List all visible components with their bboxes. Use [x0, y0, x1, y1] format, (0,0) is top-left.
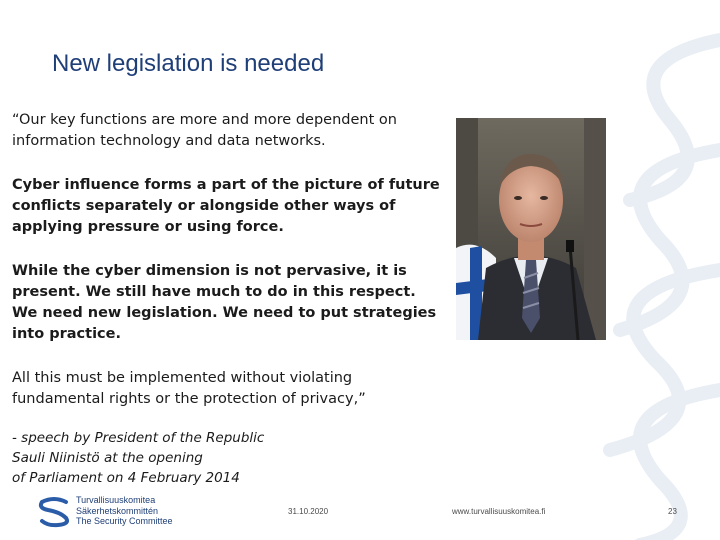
quote-body	[12, 110, 440, 488]
attribution-line-1: - speech by President of the Republic	[12, 430, 265, 446]
security-committee-logo-icon	[36, 494, 72, 528]
slide-title: New legislation is needed	[52, 50, 325, 77]
page-number: 23	[668, 507, 677, 516]
footer-org-line-3: The Security Committee	[76, 516, 173, 526]
attribution	[12, 428, 440, 488]
footer-date: 31.10.2020	[288, 507, 329, 516]
quote-paragraph-1: “Our key functions are more and more dependent on information technology and data networks.	[12, 112, 397, 149]
quote-paragraph-3: While the cyber dimension is not pervasive, it is present. We still have much to do in this respect. We need new legislation. We need to put strategies into practice.	[12, 263, 437, 342]
attribution-line-2: Sauli Niinistö at the opening	[12, 450, 203, 466]
attribution-line-3: of Parliament on 4 February 2014	[12, 470, 240, 486]
president-portrait-image	[456, 118, 606, 340]
footer-url: www.turvallisuuskomitea.fi	[452, 507, 546, 516]
quote-paragraph-4: All this must be implemented without violating fundamental rights or the protection of privacy,”	[12, 370, 366, 407]
footer-org-name	[76, 495, 173, 527]
footer-org-line-1: Turvallisuuskomitea	[76, 495, 156, 505]
quote-paragraph-2: Cyber influence forms a part of the picture of future conflicts separately or alongside other ways of applying pressure or using force.	[12, 177, 440, 235]
footer-org-line-2: Säkerhetskommittén	[76, 505, 159, 516]
